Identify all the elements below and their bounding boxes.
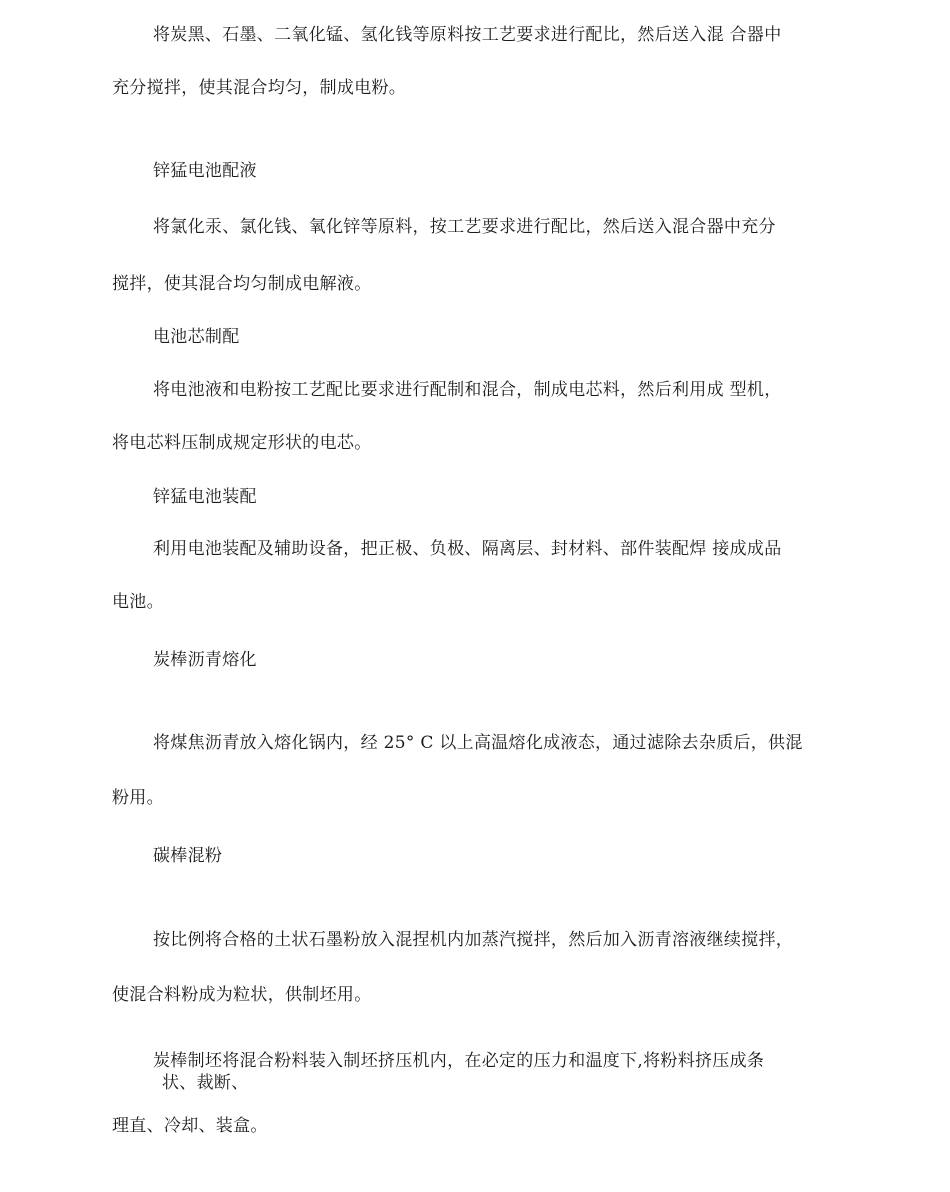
paragraph-2-line-1: 将氯化汞、氯化钱、氧化锌等原料，按工艺要求进行配比，然后送入混合器中充分 <box>153 217 776 237</box>
paragraph-7-line-2: 状、裁断、 <box>162 1073 249 1093</box>
paragraph-1-line-1: 将炭黑、石墨、二氧化锰、氢化钱等原料按工艺要求进行配比，然后送入混 合器中 <box>153 25 782 45</box>
paragraph-4-line-1: 利用电池装配及辅助设备，把正极、负极、隔离层、封材料、部件装配焊 接成成品 <box>153 539 782 559</box>
section-heading-carbon-rod-mixing: 碳棒混粉 <box>153 846 223 866</box>
paragraph-5-line-1: 将煤焦沥青放入熔化锅内，经 25° C 以上高温熔化成液态，通过滤除去杂质后，供混 <box>153 733 803 753</box>
paragraph-4-line-2: 电池。 <box>112 592 164 612</box>
paragraph-1-line-2: 充分搅拌，使其混合均匀，制成电粉。 <box>112 78 407 98</box>
section-heading-zinc-manganese-electrolyte: 锌猛电池配液 <box>153 161 257 181</box>
section-heading-cell-core: 电池芯制配 <box>153 327 240 347</box>
section-heading-battery-assembly: 锌猛电池装配 <box>153 487 257 507</box>
paragraph-7-line-1: 炭棒制坯将混合粉料装入制坯挤压机内，在必定的压力和温度下,将粉料挤压成条 <box>153 1051 765 1071</box>
section-heading-pitch-melting: 炭棒沥青熔化 <box>153 650 257 670</box>
paragraph-6-line-2: 使混合料粉成为粒状，供制坯用。 <box>112 985 372 1005</box>
paragraph-7-line-3: 理直、冷却、装盒。 <box>112 1116 268 1136</box>
paragraph-2-line-2: 搅拌，使其混合均匀制成电解液。 <box>112 274 372 294</box>
paragraph-6-line-1: 按比例将合格的土状石墨粉放入混捏机内加蒸汽搅拌，然后加入沥青溶液继续搅拌， <box>153 930 794 950</box>
paragraph-3-line-2: 将电芯料压制成规定形状的电芯。 <box>112 433 372 453</box>
paragraph-3-line-1: 将电池液和电粉按工艺配比要求进行配制和混合，制成电芯料，然后利用成 型机， <box>153 380 782 400</box>
paragraph-5-line-2: 粉用。 <box>112 788 164 808</box>
